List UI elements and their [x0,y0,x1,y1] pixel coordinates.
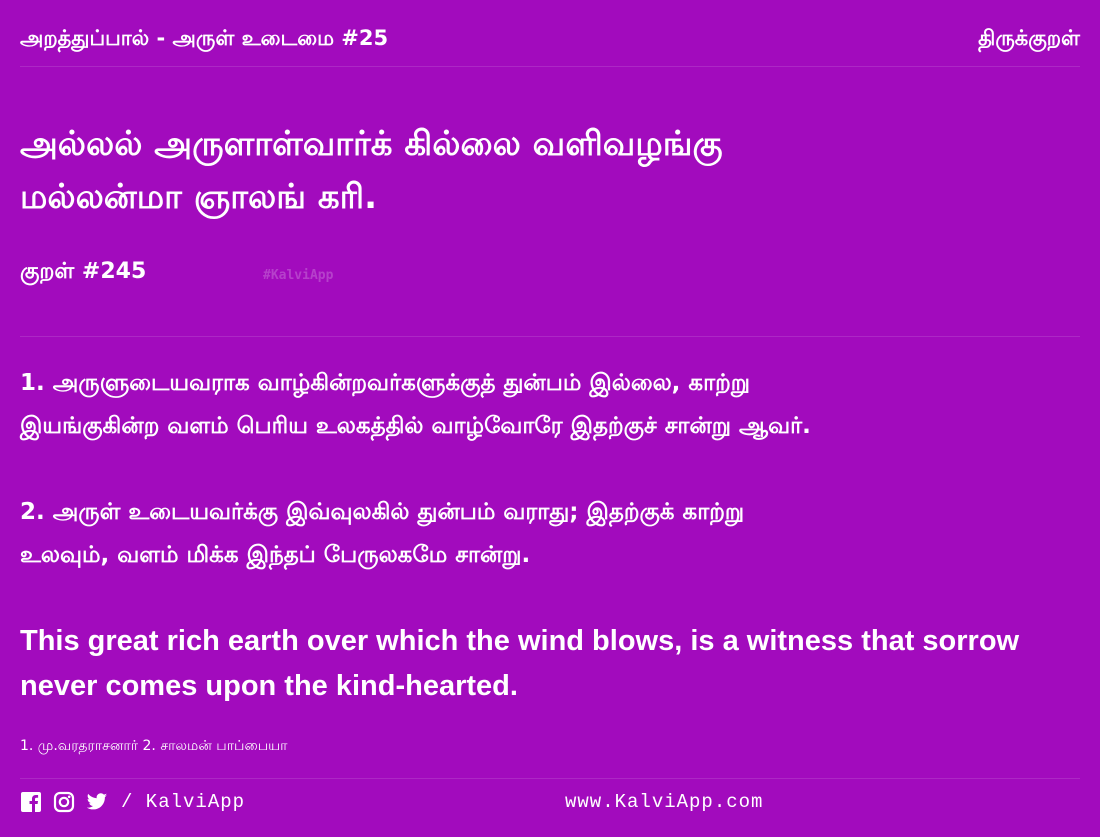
meaning-2 [20,491,1080,577]
footer-divider [20,778,1080,779]
kural-line-2: மல்லன்மா ஞாலங் கரி. [20,177,377,217]
footer-handle: / KalviApp [121,791,246,813]
kural-number: குறள் #245 [20,259,147,284]
kural-text [20,118,1080,224]
meaning-2-line-1: 2. அருள் உடையவர்க்கு இவ்வுலகில் துன்பம் வராது; இதற்குக் காற்று [20,499,745,525]
credits: 1. மு.வரதராசனார் 2. சாலமன் பாப்பையா [20,738,288,754]
watermark: #KalviApp [263,268,334,283]
meaning-2-line-2: உலவும், வளம் மிக்க இந்தப் பேருலகமே சான்று. [20,542,531,568]
brand-title: திருக்குறள் [978,26,1080,50]
meaning-1 [20,362,1080,448]
meaning-1-line-1: 1. அருளுடையவராக வாழ்கின்றவர்களுக்குத் துன்பம் இல்லை, காற்று [20,370,751,396]
twitter-icon[interactable] [86,791,108,813]
english-line-1: This great rich earth over which the wind blows, is a witness that sorrow [20,625,1020,657]
social-icons [20,791,245,813]
meaning-1-line-2: இயங்குகின்ற வளம் பெரிய உலகத்தில் வாழ்வோரே இதற்குச் சான்று ஆவர். [20,413,811,439]
website-link[interactable]: www.KalviApp.com [565,791,764,813]
chapter-title: அறத்துப்பால் - அருள் உடைமை #25 [20,26,389,50]
english-translation [20,619,1080,709]
divider [20,336,1080,337]
facebook-icon[interactable] [20,791,42,813]
english-line-2: never comes upon the kind-hearted. [20,670,518,702]
instagram-icon[interactable] [53,791,75,813]
kural-line-1: அல்லல் அருளாள்வார்க் கில்லை வளிவழங்கு [20,124,723,164]
footer [20,791,1080,815]
header [20,26,1080,67]
